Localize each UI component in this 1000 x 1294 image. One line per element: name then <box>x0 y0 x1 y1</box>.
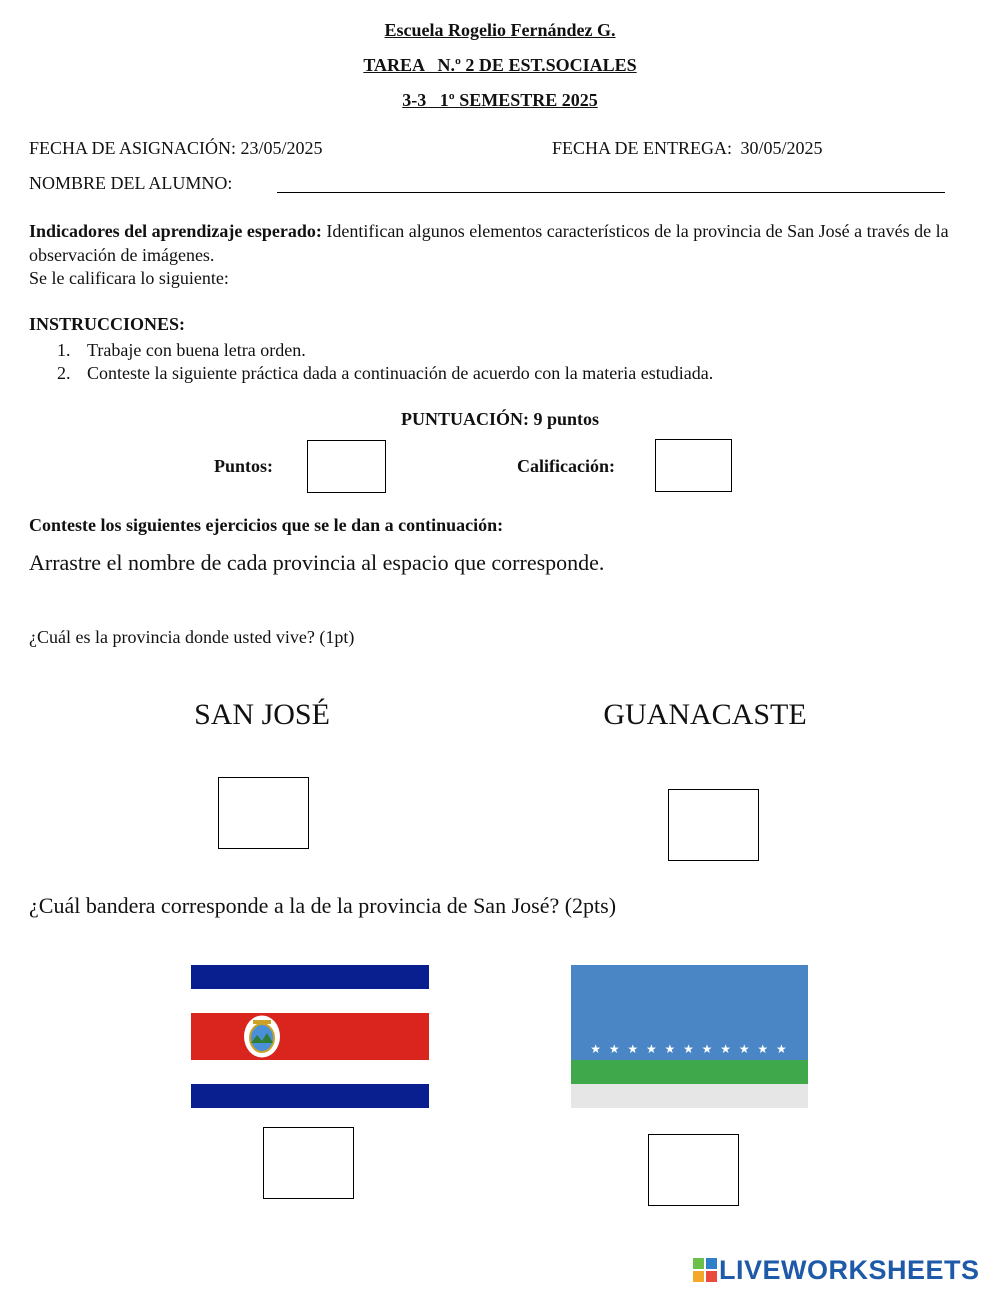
score-title: PUNTUACIÓN: 9 puntos <box>400 409 600 429</box>
student-name-label: NOMBRE DEL ALUMNO: <box>29 173 233 193</box>
drop-box-flag-costa-rica[interactable] <box>263 1127 354 1199</box>
liveworksheets-logo <box>693 1256 993 1286</box>
instruction-item: 2. Conteste la siguiente práctica dada a continuación de acuerdo con la materia estudiada. <box>57 363 714 383</box>
assigned-date <box>29 138 323 159</box>
question2-text: ¿Cuál bandera corresponde a la de la provincia de San José? (2pts) <box>29 893 617 918</box>
grading-text: Se le calificara lo siguiente: <box>29 268 229 288</box>
indicators-paragraph <box>29 220 974 267</box>
liveworksheets-text: LIVEWORKSHEETS <box>719 1255 980 1285</box>
flag-stripe-green <box>571 1060 808 1084</box>
student-name-line[interactable] <box>277 192 945 193</box>
instructions-list <box>29 339 979 385</box>
due-date <box>552 138 823 159</box>
exercise-heading: Conteste los siguientes ejercicios que se le dan a continuación: <box>29 515 504 535</box>
costa-rica-flag[interactable] <box>191 965 429 1108</box>
instructions-title: INSTRUCCIONES: <box>29 314 186 334</box>
flag-stars-icon: ★ ★ ★ ★ ★ ★ ★ ★ ★ ★ ★ <box>590 1042 789 1056</box>
grade-label: Calificación: <box>517 456 615 476</box>
term-title: 3-3 1º SEMESTRE 2025 <box>402 90 598 110</box>
due-date-label: FECHA DE ENTREGA: <box>552 138 732 158</box>
drag-instruction: Arrastre el nombre de cada provincia al espacio que corresponde. <box>29 550 605 575</box>
flag-stripe-blue-top <box>191 965 429 989</box>
question1-text: ¿Cuál es la provincia donde usted vive? (1pt) <box>29 627 355 647</box>
drop-box-guanacaste[interactable] <box>668 789 759 861</box>
option-san-jose[interactable]: SAN JOSÉ <box>194 698 330 731</box>
flag-stripe-blue-bottom <box>191 1084 429 1108</box>
indicators-text: Identifican algunos elementos característicos de la provincia de San José a través de la observación de imágenes. <box>29 221 949 265</box>
drop-box-flag-guanacaste[interactable] <box>648 1134 739 1206</box>
coat-of-arms-icon <box>244 1016 280 1058</box>
option-guanacaste[interactable]: GUANACASTE <box>603 698 807 731</box>
guanacaste-flag[interactable] <box>571 965 808 1108</box>
indicators-label: Indicadores del aprendizaje esperado: <box>29 221 322 241</box>
student-name-row <box>29 173 232 194</box>
due-date-value: 30/05/2025 <box>740 138 823 158</box>
task-title: TAREA N.º 2 DE EST.SOCIALES <box>363 55 637 75</box>
liveworksheets-mark-icon <box>693 1258 717 1282</box>
school-title: Escuela Rogelio Fernández G. <box>384 20 616 40</box>
grade-box[interactable] <box>655 439 732 492</box>
flag-stripe-gray <box>571 1084 808 1108</box>
flag-stripe-red <box>191 1013 429 1060</box>
points-label: Puntos: <box>214 456 274 476</box>
instruction-item: 1. Trabaje con buena letra orden. <box>57 340 306 360</box>
drop-box-san-jose[interactable] <box>218 777 309 849</box>
points-box[interactable] <box>307 440 386 493</box>
assigned-date-value: 23/05/2025 <box>240 138 323 158</box>
assigned-date-label: FECHA DE ASIGNACIÓN: <box>29 138 237 158</box>
